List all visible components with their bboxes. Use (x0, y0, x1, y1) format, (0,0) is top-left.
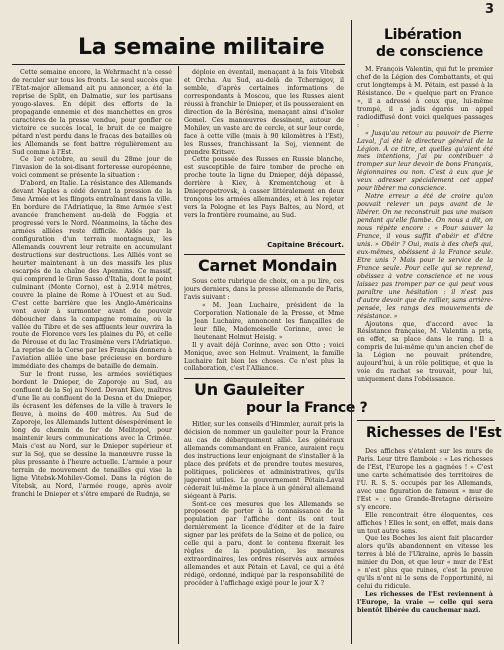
richesses-title: Richesses de l'Est (366, 425, 502, 441)
semaine-title: La semaine militaire (78, 35, 325, 60)
paragraph: Des affiches s'étalent sur les murs de Paris. Leur titre flamboie : « Les richesses de l'Est, l'Europe les a gagnées ! » C'est une carte schématisée des territoires de l'U. R. S. S. occupés par les Allemands, avec une figuration de fameux « mur de l'Est » : une Grande-Bretagne dérisoire s'y encore. (357, 448, 493, 511)
paragraph: déploie en éventail, menaçant à la fois Vitebsk et Orcha. Au Sud, au-delà de Tchernigov, il semble, d'après certaines informations de correspondants à Moscou, que les Russes aient réussi à franchir le Dnieper, et ils pousseraient en direction de la Bérésina, menaçant ainsi d'isoler Gomel. Ces manœuvres dessinent, autour de Mohilev, un vaste arc de cercle, et sur leur corde, face à cette ville (mais à 90 kilomètres à l'Est), les Russes, franchissant la Soj, viennent de prendre Kritsev. (184, 69, 344, 156)
paragraph: Il y avait déjà Corinne, avec son Otto ; voici Monique, avec son Helmut. Vraiment, la famille Luchaire fait bien les choses. Ce n'est plus la collaboration, c'est l'Alliance. (184, 341, 344, 373)
paragraph: Cette poussée des Russes en Russie blanche, est susceptible de faire tomber de proche en proche toute la ligne du Dnieper, déjà dépassé, derrière à Kiev, à Krementchoug et à Dniepropetrovsk, à casser littéralement en deux tronçons les armées allemandes, et à les rejeter vers la Pologne et les Pays Baltes, au Nord, et vers la frontière roumaine, au Sud. (184, 156, 344, 220)
carnet-title: Carnet Mondain (198, 256, 338, 275)
paragraph: Cette semaine encore, la Wehrmacht n'a cessé de reculer sur tous les fronts. Le seul succès que l'Etat-major allemand ait pu annoncer, a été la reprise de Split, en Dalmatie, sur les partisans yougo-slaves. En dépit des efforts de la propagande ennemie et des manchettes en gros caractères de la presse vendue, pour gonfler ce victoire ce succès local, le bruit de ce maigre pétard n'est perdu dans le fracas des batailles où les Allemands se font battre régulièrement au Sud comme à l'Est. (12, 69, 172, 156)
gauleiter-title-1: Un Gauleiter (194, 380, 304, 399)
carnet-top-rule (184, 254, 345, 255)
quote: « M. Jean Luchaire, président de la Corporation Nationale de la Presse, et Mme Jean Luchaire, annoncent les fiançailles de leur fille, Mademoiselle Corinne, avec le lieutenant Helmut Heisig. » (194, 301, 344, 341)
paragraph: Ce 1er octobre, au seuil du 28me jour de l'invasion de la soi-disant forteresse européenne, voici comment se présente la situation : (12, 156, 172, 180)
paragraph: Que les Boches les aient fait placarder alors qu'ils abandonnent en vitesse les terres à blé de l'Ukraine, après le bassin minier du Don, et que leur « mur de l'Est » n'est plus que ruines, c'est la preuve qu'ils n'ont ni le sens de l'opportunité, ni celui du ridicule. (357, 535, 493, 591)
paragraph: Sous cette rubrique de choix, on a pu lire, ces jours derniers, dans la presse allemande de Paris, l'avis suivant : (184, 278, 344, 301)
carnet-body (184, 278, 344, 376)
page-number: 3 (484, 2, 494, 17)
column-rule-1 (178, 66, 179, 644)
richesses-top-rule (357, 420, 495, 421)
semaine-signature: Capitaine Brécourt. (267, 241, 344, 249)
gauleiter-top-rule (184, 378, 345, 379)
semaine-column-2 (184, 69, 344, 239)
column-rule-2 (351, 20, 352, 644)
gauleiter-body (184, 421, 344, 644)
liberation-body (357, 66, 493, 418)
paragraph: Sur le front russe, les armées soviétiques bordent le Dnieper, de Zaporoje au Sud, au confluent de la Soj au Nord. Devant Kiev, maîtres d'une île au confluent de la Desna et du Dnieper, ils écrasent les défenses de la ville à travers le fleuve, à moins de 400 mètres. Au Sud de Zaporoje, les Allemands luttent désespérément le long du chemin de fer de Melitopol, pour maintenir leurs communications avec la Crimée. Mais c'est au Nord, sur le Dnieper supérieur et sur la Soj, que se dessine la manœuvre russe la plus pressante à l'heure actuelle. L'armée a pour terrain de mouvement de tenailles qui vise la ligne Vitebsk-Mohilev-Gomel. Dans la région de Vitebsk, au Nord, l'armée rouge, après avoir franchi le Dnieper et s'être emparé de Rudnja, se (12, 371, 172, 498)
paragraph: D'abord, en Italie. La résistance des Allemands devant Naples a cédé devant la pression de la 5me Armée et les flingots entraînant dans la ville. En bordure de l'Adriatique, la 8me Armée s'est avancée franchement au-delà de Foggia et progressé vers le Nord. Néanmoins, la tâche des armées alliées reste difficile. Aidés par la configuration d'un terrain montagneux, les Allemands couvrent leur retraite en accumulant destructions sur destructions. Les Alliés vont se heurter maintenant à un des massifs les plus escarpés de la chaîne des Apennins. Ce massif, qui comprend le Gran Sasso d'Italia, dont le point culminant (Monte Corno), est à 2.914 mètres, couvre la plaine de Rome à l'Ouest et au Sud. C'est cette barrière que les Anglo-Américains vont avoir à surmonter avant de pouvoir déboucher dans la campagne romaine, où la vallée du Tibre et de ses affluents leur ouvrira la route de Florence vers les plaines du Pô, et celle de Pérouse et du lac Trasimène vers l'Adriatique. La reprise de la Corse par les Français donnera à l'aviation alliée une base précieuse en bordure immédiate des champs de bataille de demain. (12, 180, 172, 371)
paragraph: Ajoutons que, d'accord avec la Résistance française, M. Valentin a pris, en effet, sa place dans le rang. Il a compris de lui-même qu'un ancien chef de la Légion ne pouvait prétendre, aujourd'hui, à un rôle politique, et que la voie du rachat se trouvait, pour lui, uniquement dans l'obéissance. (357, 320, 493, 384)
quote: « Jusqu'au retour au pouvoir de Pierre Laval, j'ai été le directeur général de la Légion. À ce titre, et quelles qu'aient été mes intentions, j'ai pu contribuer à tromper sur leur devoir de bons Français, légionnaires ou non. C'est à eux que je veux adresser spécialement cet appel pour libérer ma conscience. (357, 129, 493, 193)
paragraph: Elle rencontrait être éloquentes, ces affiches ! Elles le sont, en effet, mais dans un tout autre sens. (357, 511, 493, 535)
liberation-title-2: de conscience (376, 44, 484, 60)
semaine-column-1 (12, 69, 172, 644)
paragraph: Sont-ce ces mesures que les Allemands se proposent de porter à la connaissance de la population par l'affiche dont ils ont tout dernièrement la licence d'éditer et de la faire signer par les préfets de la Seine et de police, ou celle qui a paru, dont le contenu fixerait les règles de la population, les mesures extraordinaires, les ordres réservés aux armées allemandes et aux Pétain et Laval, ce qui a été rédigé, ordonné, indiqué par la responsabilité de procéder à l'affichage exigé pour le jour X ? (184, 500, 344, 588)
quote: Notre erreur a été de croire qu'on pouvait relever un pays avant de le libérer. On ne reconstruit pas une maison pendant qu'elle flambe. On nous a dit, on nous répète encore : « Pour sauver la France, il vous suffit d'obéir et d'être unis. » Obéir ? Oui, mais à des chefs qui, eux-mêmes, obéissent à la France seule. Etre unis ? Mais pour le service de la France seule. Pour celle qui se reprend, obéissez à votre conscience et ne vous laissez pas tromper par ce qui peut vous paraître une hésitation : il n'est pas d'autre devoir que de rallier, sans arrière-pensée, les rangs des mouvements de résistance. » (357, 193, 493, 320)
liberation-title-1: Libération (384, 27, 462, 43)
gauleiter-title-2: pour la France ? (246, 400, 368, 416)
paragraph: Hitler, sur les conseils d'Himmler, aurait pris la décision de nommer un gauleiter pour la France au cas de débarquement allié. Les généraux allemands commandant en France, auraient reçu des instructions leur enjoignant de s'installer à la place des préfets et de prendre toutes mesures, politiques, policières et administratives, qu'ils jugeront utiles. Le gouvernement Pétain-Laval céderait lui-même la place à un général allemand siégeant à Paris. (184, 421, 344, 500)
paragraph: M. François Valentin, qui fut le premier chef de la Légion des Combattants, et qui crut longtemps à M. Pétain, est passé à la Résistance. De « quelque part en France », il a adressé à ceux que, lui-même trompé, il a jadis égarés un appel radiodiffusé dont voici quelques passages : (357, 66, 493, 129)
semaine-title-rule (12, 64, 345, 65)
richesses-body (357, 448, 493, 644)
paragraph: Les richesses de l'Est reviennent à l'Europe, la vraie — celle qui sera bientôt libérée du cauchemar nazi. (357, 591, 493, 615)
